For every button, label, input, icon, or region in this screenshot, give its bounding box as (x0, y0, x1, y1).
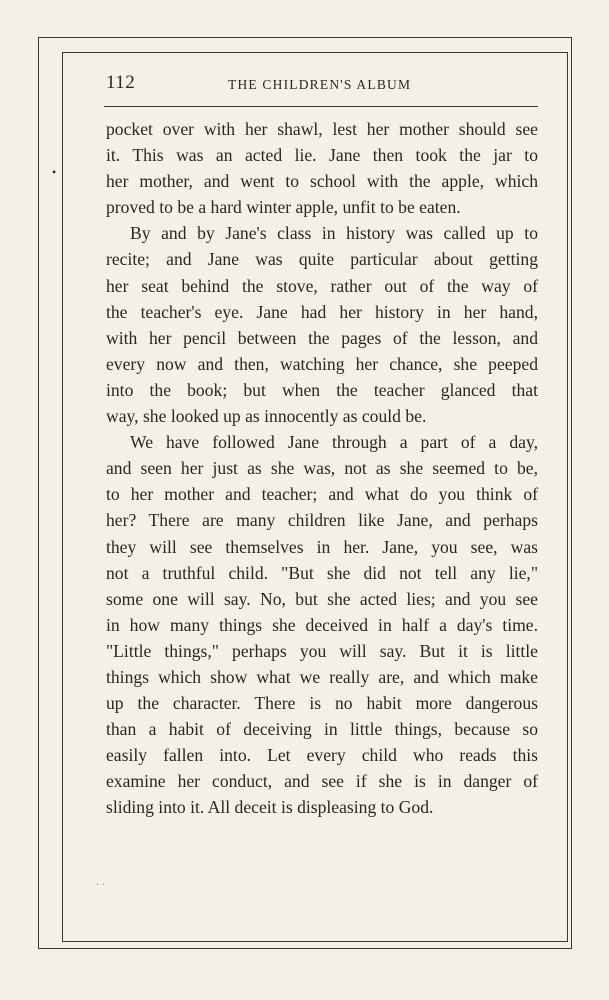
text-line: with her pencil between the pages of the lesson, and (106, 327, 538, 348)
text-line: up the character. There is no habit more dangerous (106, 693, 538, 714)
text-line: to her mother and teacher; and what do you think of (106, 484, 538, 505)
text-line: We have followed Jane through a part of a day, (130, 432, 538, 453)
text-line: some one will say. No, but she acted lies; and you see (106, 588, 538, 609)
text-line: every now and then, watching her chance, she peeped (106, 353, 538, 374)
text-line: they will see themselves in her. Jane, you see, was (106, 536, 538, 557)
text-line: her mother, and went to school with the apple, which (106, 171, 538, 192)
margin-mark: • (52, 165, 57, 179)
text-line: it. This was an acted lie. Jane then took the jar to (106, 145, 538, 166)
header-rule (104, 106, 538, 107)
body-text (106, 116, 538, 821)
text-line: her? There are many children like Jane, and perhaps (106, 510, 538, 531)
text-line: easily fallen into. Let every child who reads this (106, 745, 538, 766)
running-head: THE CHILDREN'S ALBUM (228, 77, 412, 92)
text-line: recite; and Jane was quite particular about getting (106, 249, 538, 270)
text-line: By and by Jane's class in history was called up to (130, 223, 538, 244)
text-line: things which show what we really are, and which make (106, 666, 538, 687)
page-number: 112 (106, 72, 136, 93)
text-line: her seat behind the stove, rather out of the way of (106, 275, 538, 296)
text-line: and seen her just as she was, not as she seemed to be, (106, 458, 538, 479)
footer-smudge: · · (96, 880, 106, 891)
text-line: proved to be a hard winter apple, unfit to be eaten. (106, 197, 461, 218)
page-header (104, 72, 538, 104)
text-line: into the book; but when the teacher glanced that (106, 379, 538, 400)
text-line: sliding into it. All deceit is displeasing to God. (106, 797, 434, 818)
text-line: than a habit of deceiving in little things, because so (106, 719, 538, 740)
text-line: examine her conduct, and see if she is in danger of (106, 771, 538, 792)
text-line: pocket over with her shawl, lest her mother should see (106, 119, 538, 139)
text-line: not a truthful child. "But she did not tell any lie," (106, 562, 538, 583)
text-line: "Little things," perhaps you will say. But it is little (106, 640, 538, 661)
text-line: the teacher's eye. Jane had her history in her hand, (106, 301, 538, 322)
text-line: way, she looked up as innocently as could be. (106, 406, 427, 427)
text-line: in how many things she deceived in half a day's time. (106, 614, 538, 635)
